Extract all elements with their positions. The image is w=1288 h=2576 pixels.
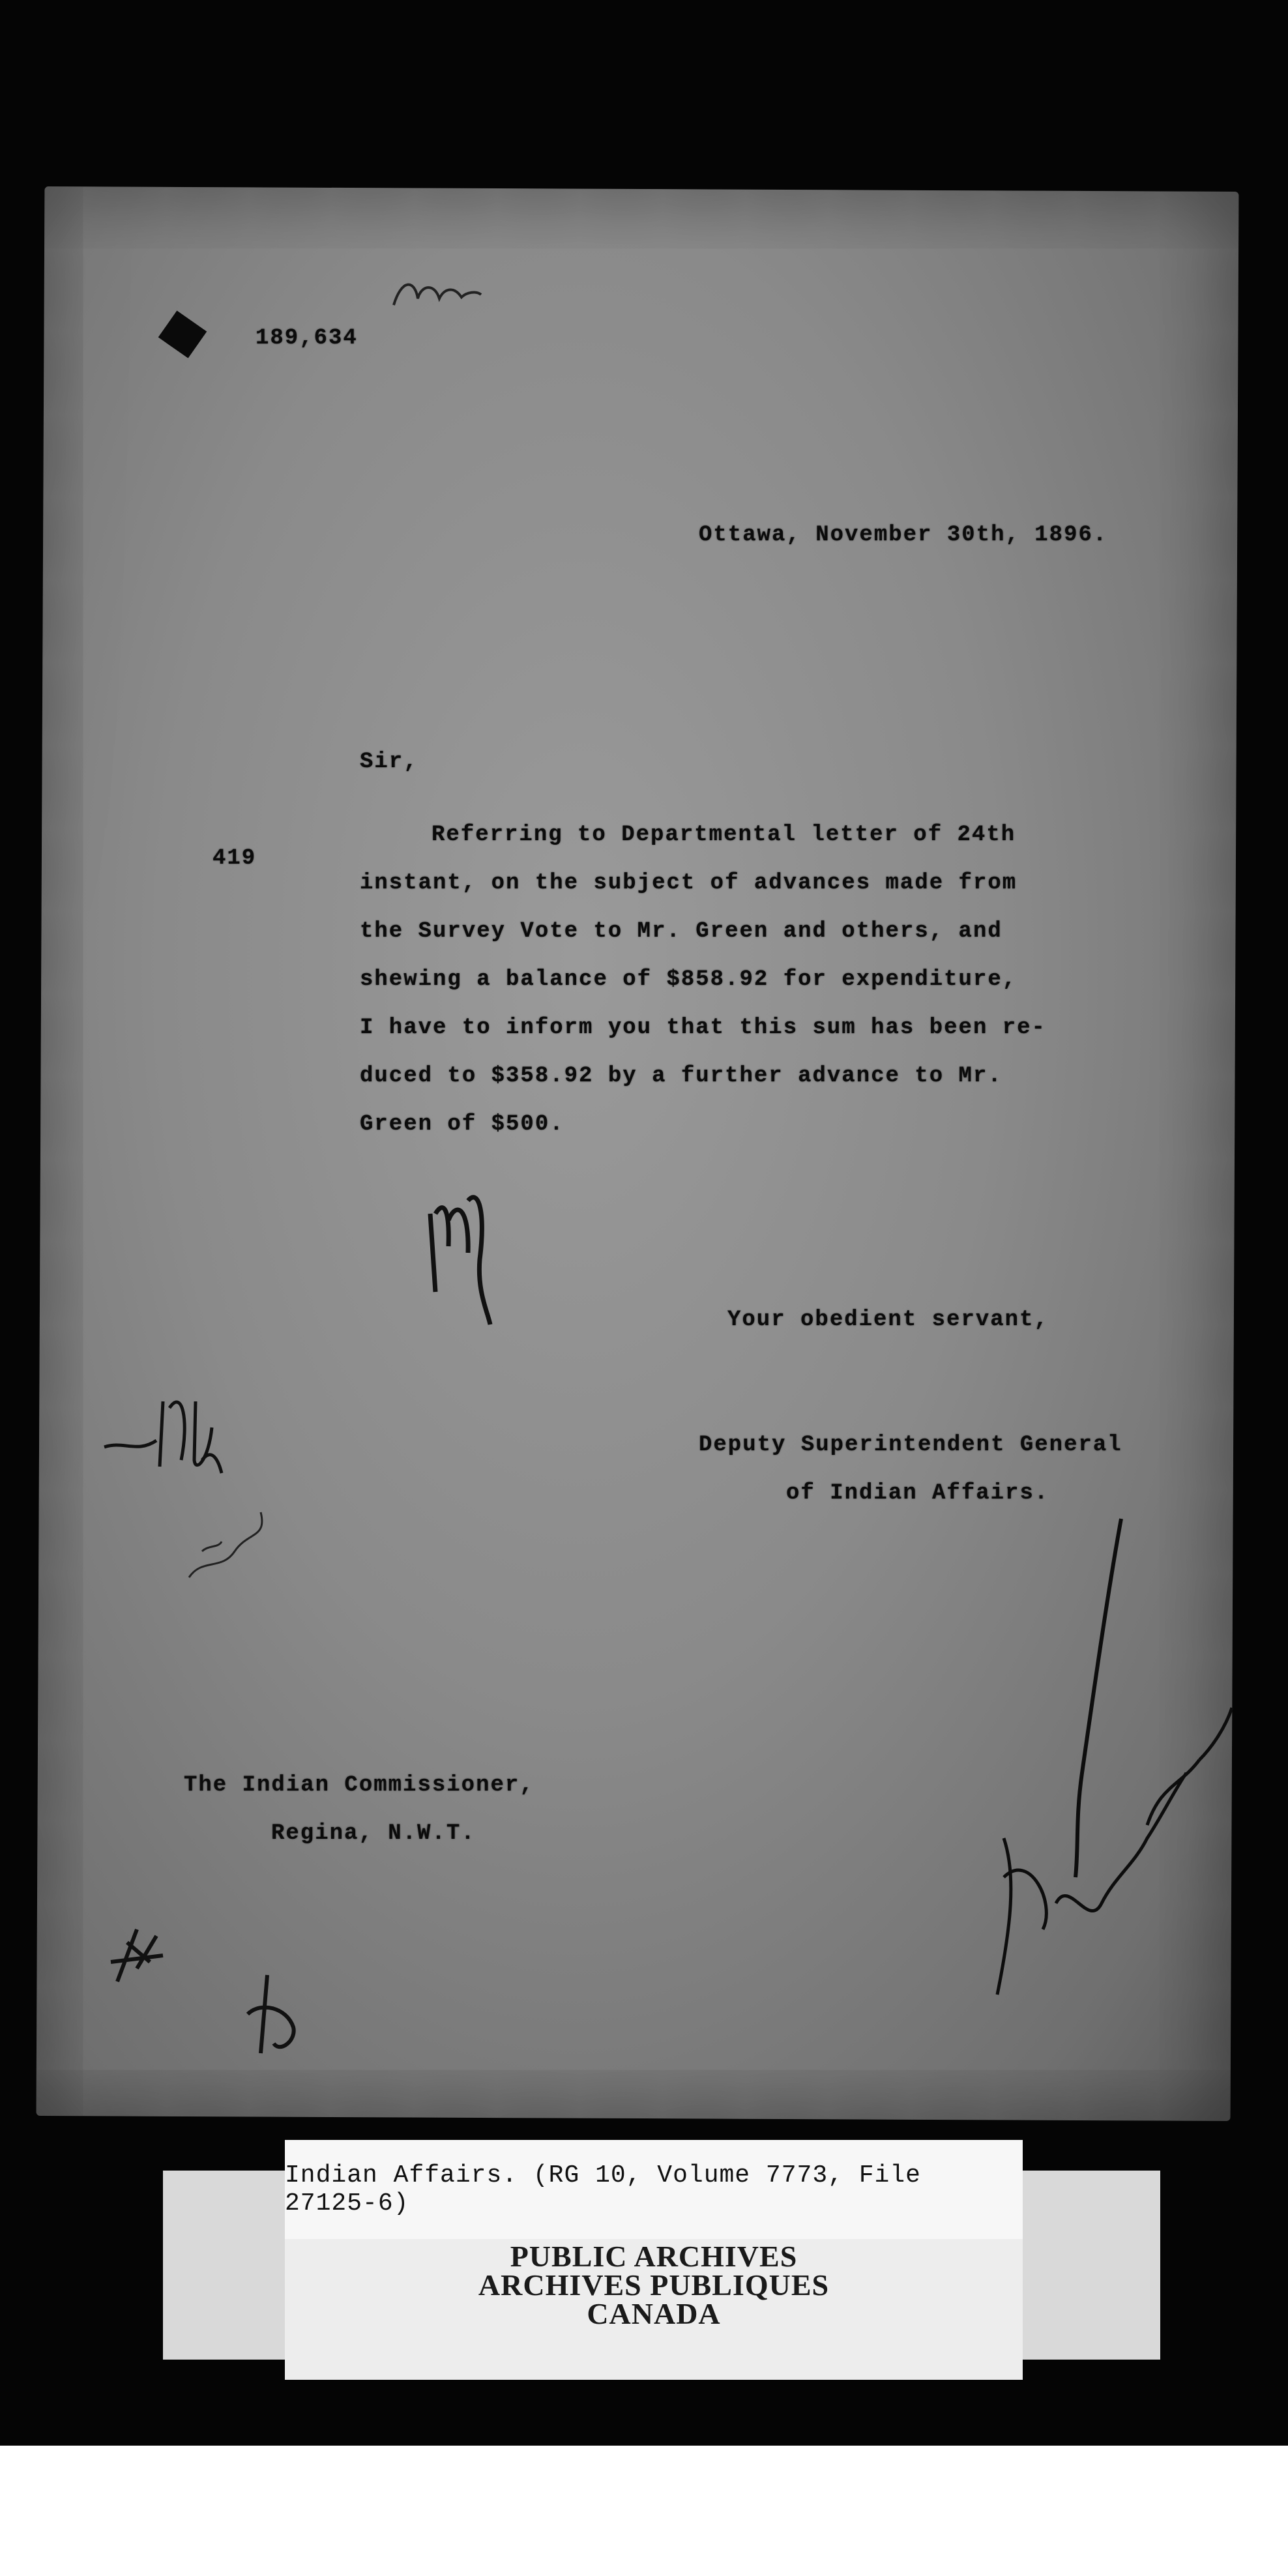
body-line: the Survey Vote to Mr. Green and others, and — [360, 919, 1003, 944]
signature-title-1: Deputy Superintendent General — [699, 1433, 1122, 1457]
body-line: instant, on the subject of advances made from — [360, 871, 1017, 896]
margin-number: 419 — [212, 846, 257, 871]
handwritten-margin-mark — [98, 1362, 267, 1493]
dateline: Ottawa, November 30th, 1896. — [699, 523, 1108, 548]
body-line: shewing a balance of $858.92 for expenditure, — [360, 967, 1017, 992]
archive-stamp — [285, 2242, 1023, 2328]
file-number: 189,634 — [256, 326, 358, 351]
salutation: Sir, — [360, 750, 418, 774]
body-line: duced to $358.92 by a further advance to Mr. — [360, 1064, 1003, 1089]
body-line: Green of $500. — [360, 1112, 564, 1137]
body-line: I have to inform you that this sum has been re- — [360, 1016, 1046, 1040]
signature-title-2: of Indian Affairs. — [786, 1481, 1049, 1506]
archive-reference-text: Indian Affairs. (RG 10, Volume 7773, File 27125-6) — [285, 2161, 921, 2217]
handwritten-annotation-top — [388, 272, 486, 318]
stamp-line-2: ARCHIVES PUBLIQUES — [478, 2268, 830, 2302]
handwritten-signature-right — [965, 1512, 1238, 2008]
handwritten-initials — [417, 1162, 502, 1331]
handwritten-note-bottom-left — [98, 1903, 332, 2073]
addressee-line-1: The Indian Commissioner, — [184, 1773, 534, 1798]
handwritten-squiggle — [183, 1499, 280, 1590]
body-line: Referring to Departmental letter of 24th — [432, 823, 1016, 847]
archive-reference-label — [285, 2140, 1023, 2239]
addressee-line-2: Regina, N.W.T. — [271, 1821, 476, 1846]
stamp-line-3: CANADA — [587, 2297, 721, 2330]
stamp-line-1: PUBLIC ARCHIVES — [510, 2240, 798, 2273]
closing: Your obedient servant, — [727, 1308, 1049, 1332]
